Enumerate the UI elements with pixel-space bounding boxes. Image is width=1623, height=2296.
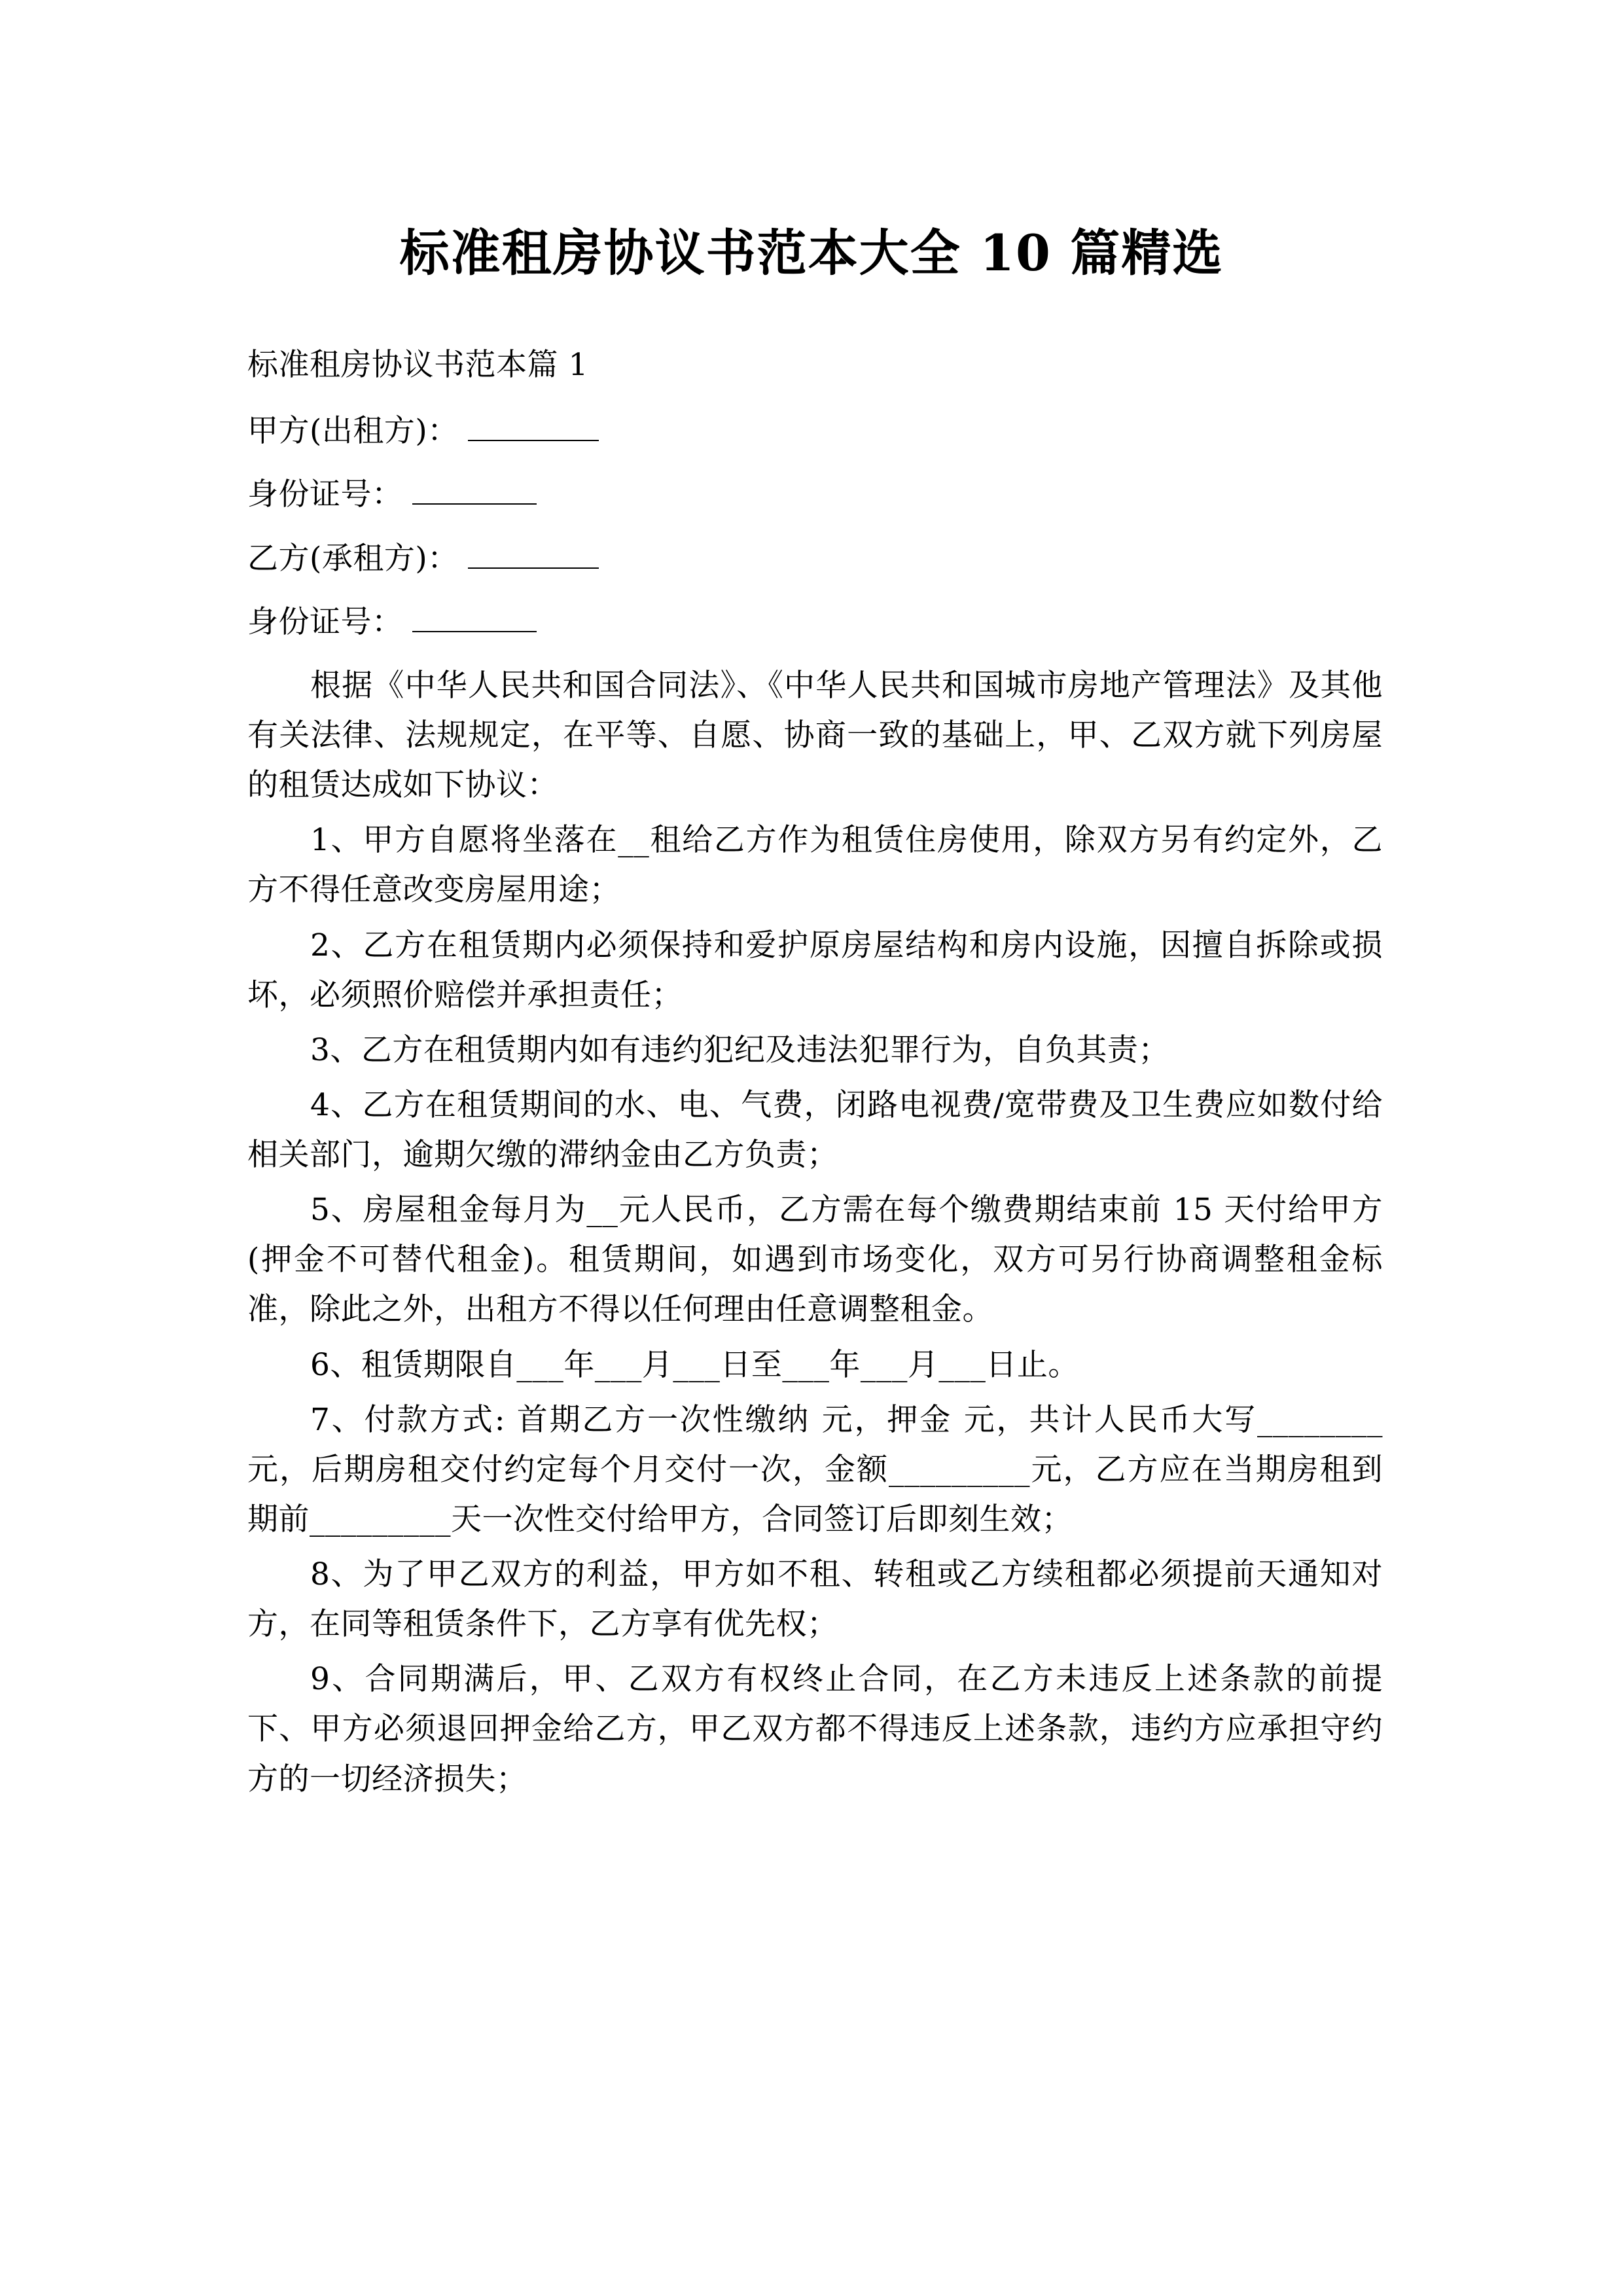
clause-7-text: 付款方式: 首期乙方一次性缴纳 元，押金 元，共计人民币大写________元，后期房租交付约定每个月交付一次，金额_________元，乙方应在当期房租到期前_________天一次性交付给甲方，合同签订后即刻生效； (247, 1401, 1383, 1537)
clause-7 (247, 1395, 1383, 1545)
clause-5-number: 5、 (310, 1192, 363, 1229)
field-blank-id-b[interactable] (412, 605, 537, 632)
clause-5 (247, 1185, 1383, 1335)
clause-4-number: 4、 (310, 1086, 363, 1123)
field-label-id-a: 身份证号： (247, 476, 403, 513)
clause-3 (247, 1026, 1383, 1075)
field-row-id-a (247, 470, 1383, 519)
field-blank-id-a[interactable] (412, 478, 537, 505)
page-title: 标准租房协议书范本大全 10 篇精选 (399, 223, 1224, 282)
field-blank-party-b[interactable] (468, 542, 599, 569)
clause-1-number: 1、 (310, 822, 363, 859)
clause-5-text: 房屋租金每月为__元人民币，乙方需在每个缴费期结束前 15 天付给甲方(押金不可替代租金)。租赁期间，如遇到市场变化，双方可另行协商调整租金标准，除此之外，出租方不得以任何理由任意调整租金。 (247, 1192, 1383, 1328)
clause-8-text: 为了甲乙双方的利益，甲方如不租、转租或乙方续租都必须提前天通知对方，在同等租赁条件下，乙方享有优先权； (247, 1556, 1383, 1643)
clause-2-text: 乙方在租赁期内必须保持和爱护原房屋结构和房内设施，因擅自拆除或损坏，必须照价赔偿并承担责任； (247, 927, 1383, 1013)
field-row-id-b (247, 598, 1383, 647)
clause-4-text: 乙方在租赁期间的水、电、气费，闭路电视费/宽带费及卫生费应如数付给相关部门，逾期欠缴的滞纳金由乙方负责； (247, 1086, 1383, 1174)
clause-9 (247, 1655, 1383, 1804)
clause-6 (247, 1340, 1383, 1390)
clause-2 (247, 921, 1383, 1020)
clause-3-text: 乙方在租赁期内如有违约犯纪及违法犯罪行为，自负其责； (361, 1031, 1169, 1068)
field-row-party-b (247, 534, 1383, 583)
field-row-party-a (247, 406, 1383, 456)
clause-7-number: 7、 (310, 1401, 365, 1438)
clause-6-text: 租赁期限自___年___月___日至___年___月___日止。 (361, 1346, 1079, 1383)
field-label-party-b: 乙方(承租方)： (247, 540, 459, 577)
clause-8 (247, 1550, 1383, 1649)
clause-1-text: 甲方自愿将坐落在__租给乙方作为租赁住房使用，除双方另有约定外，乙方不得任意改变房屋用途； (247, 822, 1383, 908)
clause-2-number: 2、 (310, 927, 363, 963)
clause-1 (247, 816, 1383, 915)
document-body (247, 340, 1383, 1810)
field-blank-party-a[interactable] (468, 415, 599, 442)
clause-6-number: 6、 (310, 1346, 361, 1383)
field-label-id-b: 身份证号： (247, 603, 403, 640)
clause-4 (247, 1081, 1383, 1180)
clause-9-number: 9、 (310, 1661, 365, 1698)
preamble-paragraph: 根据《中华人民共和国合同法》、《中华人民共和国城市房地产管理法》及其他有关法律、法规规定，在平等、自愿、协商一致的基础上，甲、乙双方就下列房屋的租赁达成如下协议： (247, 667, 1383, 804)
sample-heading: 标准租房协议书范本篇 1 (247, 347, 588, 383)
clause-3-number: 3、 (310, 1031, 361, 1068)
clause-8-number: 8、 (310, 1556, 363, 1593)
field-label-party-a: 甲方(出租方)： (247, 413, 459, 450)
clause-9-text: 合同期满后，甲、乙双方有权终止合同，在乙方未违反上述条款的前提下、甲方必须退回押金给乙方，甲乙双方都不得违反上述条款，违约方应承担守约方的一切经济损失； (247, 1661, 1383, 1797)
